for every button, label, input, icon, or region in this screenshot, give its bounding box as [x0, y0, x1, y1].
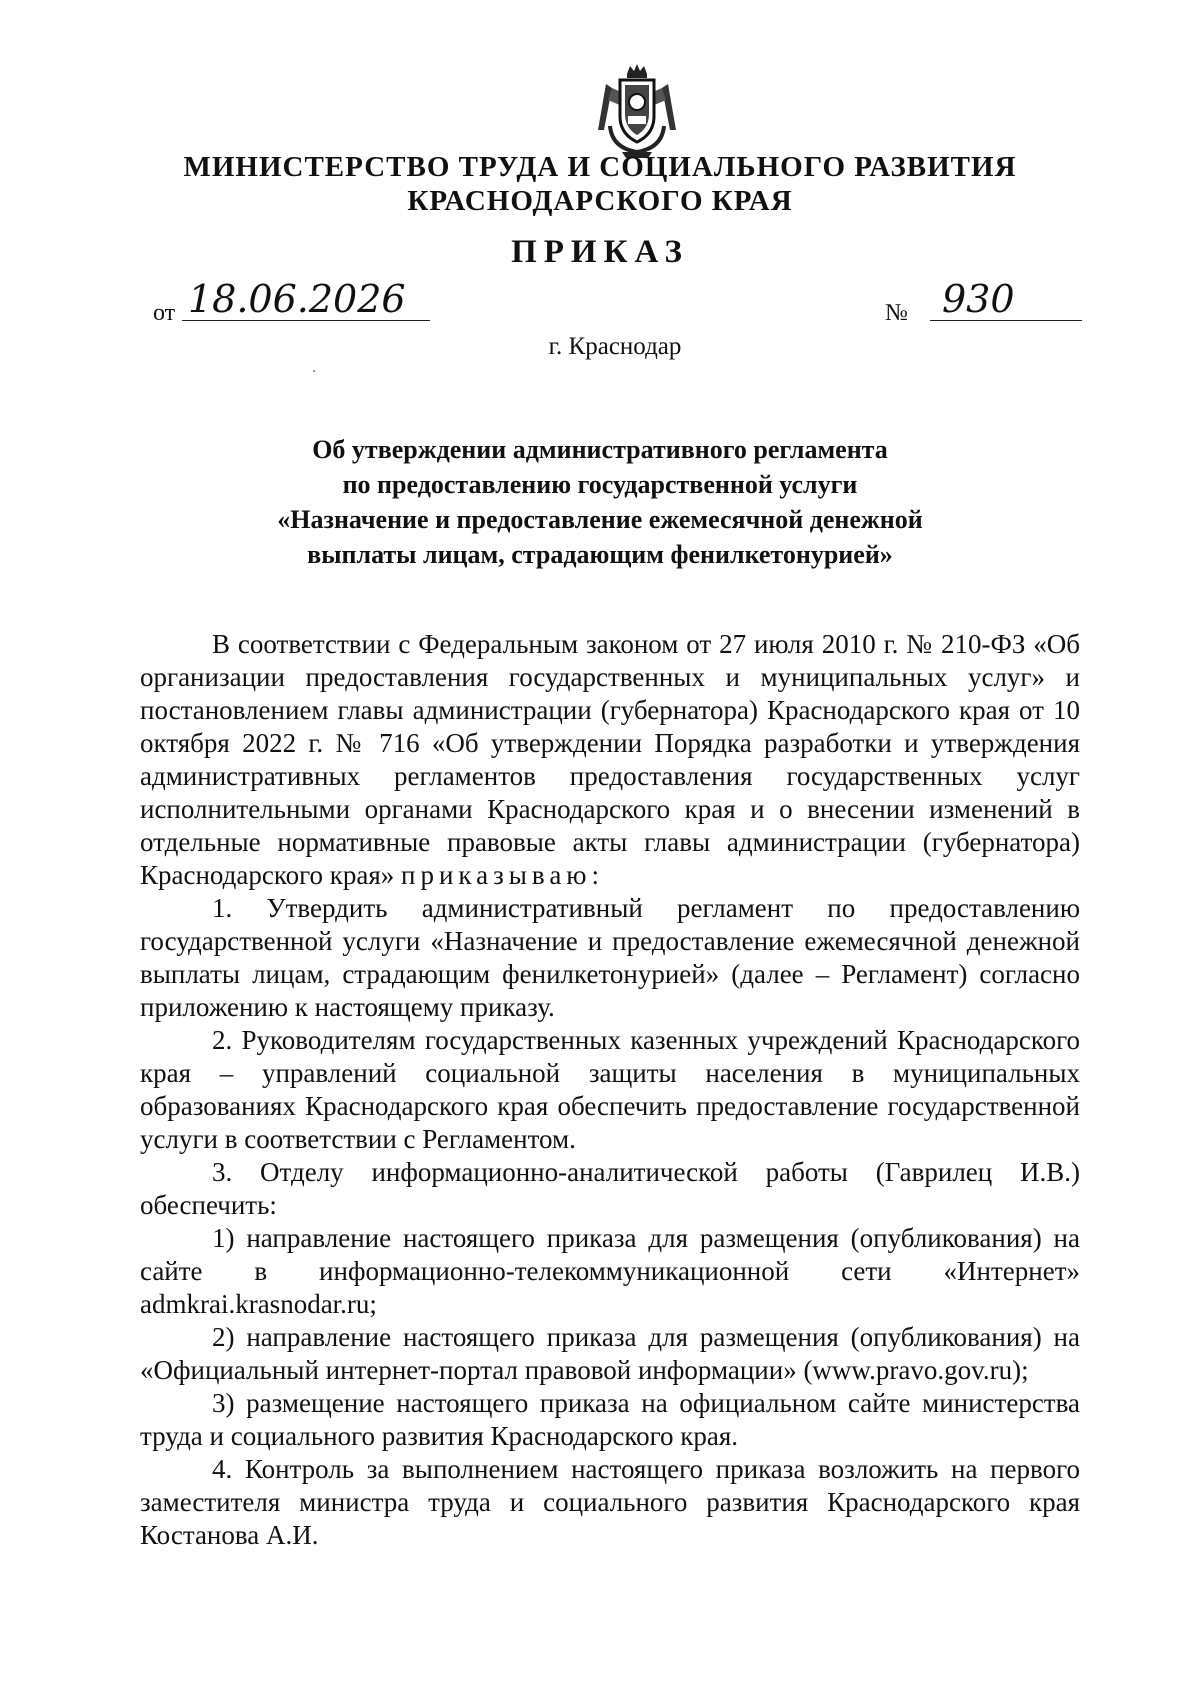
subject-line-4: выплаты лицам, страдающим фенилкетонурией»	[307, 540, 893, 569]
paragraph-4: 4. Контроль за выполнением настоящего приказа возложить на первого заместителя министра труда и социального развития Краснодарского края Костанова А.И.	[140, 1454, 1080, 1550]
document-type-title: ПРИКАЗ	[511, 234, 689, 270]
preamble-text: В соответствии с Федеральным законом от 27 июля 2010 г. № 210-ФЗ «Об организации предоставления государственных и муниципальных услуг» и постановлением главы администрации (губернатора) Краснодарского края от 10 октября 2022 г. № 716 «Об утверждении Порядка разработки и утверждения административных регламентов предоставления государственных услуг исполнительными органами Краснодарского края и о внесении изменений в отдельные нормативные правовые акты главы администрации (губернатора) Краснодарского края»	[140, 629, 1080, 890]
subject-line-1: Об утверждении административного регламента	[312, 435, 888, 464]
document-subject	[0, 432, 1200, 572]
paragraph-3-item-1: 1) направление настоящего приказа для размещения (опубликования) на сайте в информационно-телекоммуникационной сети «Интернет» admkrai.krasnodar.ru;	[140, 1223, 1080, 1319]
city-line: г. Краснодар	[548, 333, 682, 360]
date-label: от	[153, 300, 176, 326]
stray-dot	[313, 370, 315, 372]
subject-line-3: «Назначение и предоставление ежемесячной денежной	[277, 505, 923, 534]
preamble-paragraph	[140, 628, 1080, 892]
paragraph-3-item-2: 2) направление настоящего приказа для размещения (опубликования) на «Официальный интернет-портал правовой информации» (www.pravo.gov.ru);	[140, 1322, 1080, 1385]
coat-of-arms-emblem	[592, 60, 682, 160]
subject-line-2: по предоставлению государственной услуги	[342, 470, 858, 499]
paragraph-3-item-3: 3) размещение настоящего приказа на официальном сайте министерства труда и социального развития Краснодарского края.	[140, 1388, 1080, 1451]
ministry-name-line-1: МИНИСТЕРСТВО ТРУДА И СОЦИАЛЬНОГО РАЗВИТИЯ	[183, 151, 1017, 183]
number-label: №	[885, 300, 908, 326]
paragraph-2: 2. Руководителям государственных казенных учреждений Краснодарского края – управлений социальной защиты населения в муниципальных образованиях Краснодарского края обеспечить предоставление государственной услуги в соответствии с Регламентом.	[140, 1025, 1080, 1154]
handwritten-date: 18.06.2026	[182, 278, 430, 321]
paragraph-3: 3. Отделу информационно-аналитической работы (Гаврилец И.В.) обеспечить:	[140, 1157, 1080, 1220]
orders-word: приказываю:	[401, 860, 604, 890]
paragraph-1: 1. Утвердить административный регламент по предоставлению государственной услуги «Назначение и предоставление ежемесячной денежной выплаты лицам, страдающим фенилкетонурией» (далее – Регламент) согласно приложению к настоящему приказу.	[140, 893, 1080, 1022]
ministry-name-line-2: КРАСНОДАРСКОГО КРАЯ	[407, 185, 793, 217]
document-body	[140, 628, 1080, 1552]
handwritten-order-number: 930	[930, 278, 1082, 321]
